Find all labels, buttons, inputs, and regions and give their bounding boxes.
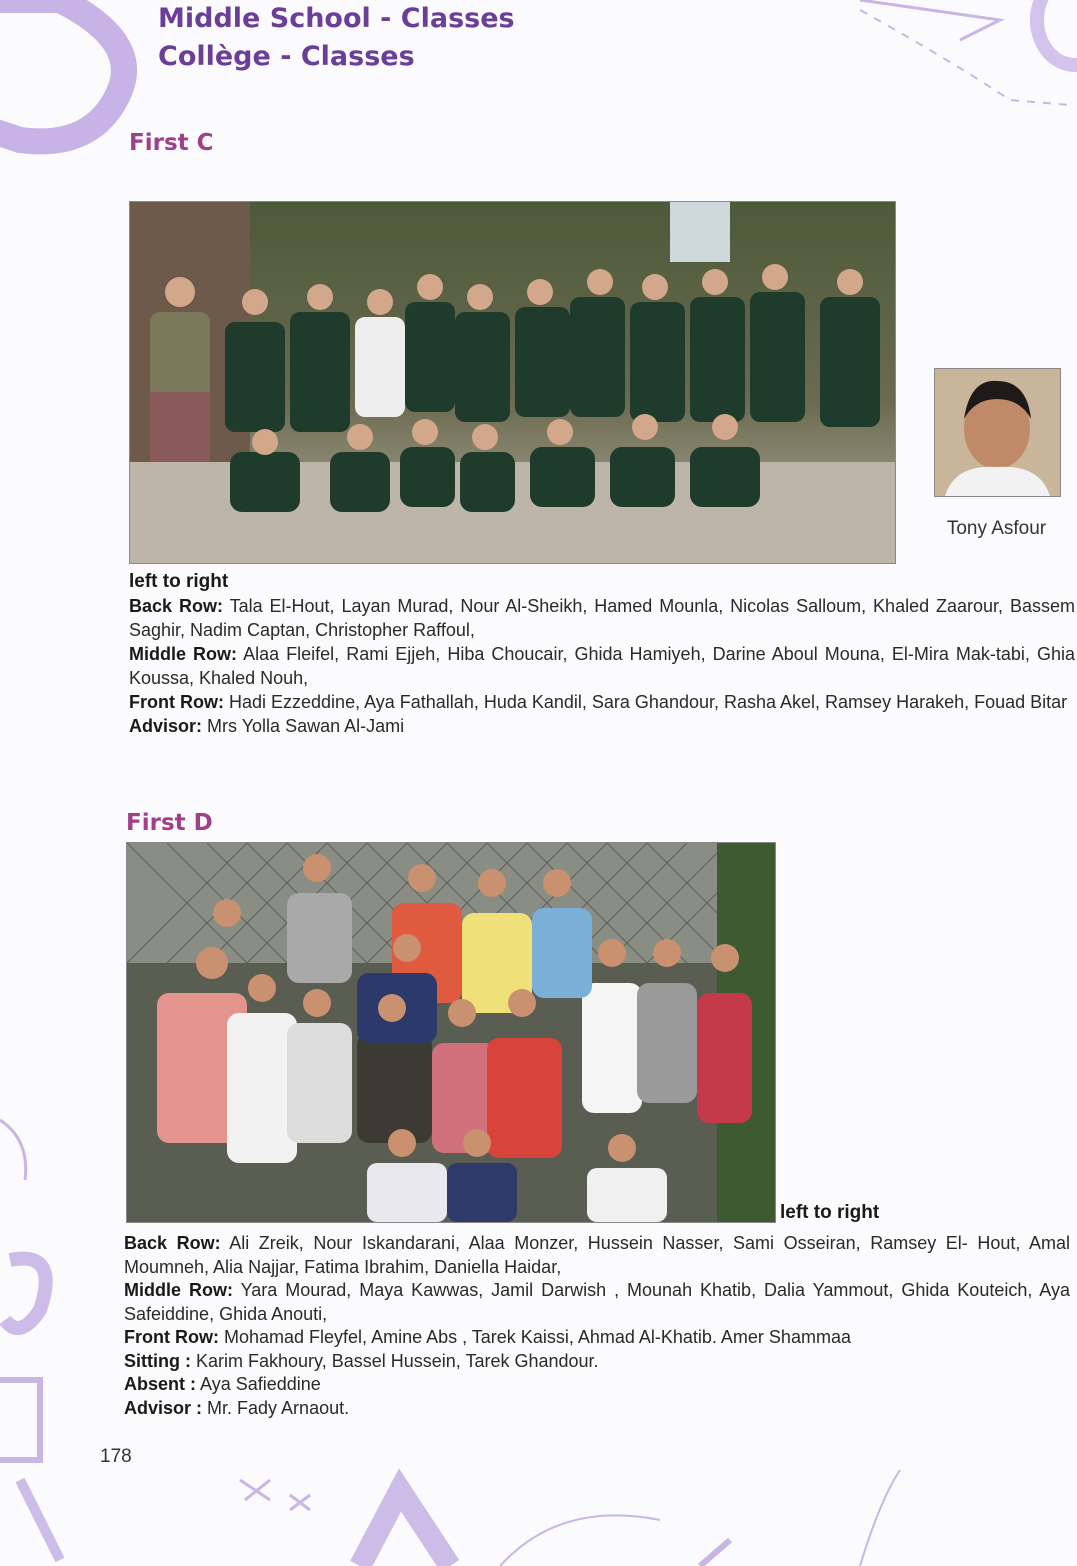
row-label: Back Row:	[124, 1233, 221, 1253]
page-header	[158, 0, 515, 76]
row-back	[124, 1232, 1070, 1279]
row-label: Front Row:	[129, 692, 224, 712]
caption-first-d	[124, 1232, 1070, 1420]
header-title-french: Collège - Classes	[158, 41, 415, 72]
row-names: Alaa Fleifel, Rami Ejjeh, Hiba Choucair, Ghida Hamiyeh, Darine Aboul Mouna, El-Mira Mak-tabi, Ghia Koussa, Khaled Nouh,	[129, 644, 1075, 688]
row-label: Sitting :	[124, 1350, 191, 1371]
portrait-photo-tony-asfour	[934, 368, 1061, 497]
row-label: Back Row:	[129, 596, 223, 616]
row-names: Ali Zreik, Nour Iskandarani, Alaa Monzer, Hussein Nasser, Sami Osseiran, Ramsey El- Hout, Amal Moumneh, Alia Najjar, Fatima Ibrahim, Daniella Haidar,	[124, 1233, 1071, 1277]
page-number: 178	[100, 1446, 132, 1467]
row-names: Hadi Ezzeddine, Aya Fathallah, Huda Kandil, Sara Ghandour, Rasha Akel, Ramsey Harakeh, Fouad Bitar	[229, 692, 1068, 712]
row-advisor	[129, 714, 1075, 738]
row-label: Front Row:	[124, 1327, 219, 1347]
row-label: Middle Row:	[129, 644, 238, 664]
row-label: Advisor :	[124, 1397, 203, 1418]
row-names: Mrs Yolla Sawan Al-Jami	[207, 716, 405, 736]
row-label: Middle Row:	[124, 1280, 233, 1300]
header-title-english: Middle School - Classes	[158, 3, 515, 34]
row-names: Aya Safieddine	[200, 1374, 321, 1394]
row-names: Tala El-Hout, Layan Murad, Nour Al-Sheikh, Hamed Mounla, Nicolas Salloum, Khaled Zaarour, Bassem Saghir, Nadim Captan, Christopher Raffoul,	[129, 596, 1075, 640]
class-photo-first-c	[129, 201, 896, 564]
row-absent	[124, 1373, 1070, 1397]
row-front	[129, 690, 1075, 714]
left-to-right-label-first-d: left to right	[780, 1202, 880, 1223]
section-title-first-d: First D	[126, 810, 213, 836]
portrait-name: Tony Asfour	[946, 518, 1047, 539]
section-title-first-c: First C	[129, 130, 214, 156]
row-advisor	[124, 1397, 1070, 1421]
caption-first-c	[129, 570, 1075, 738]
row-middle	[124, 1279, 1070, 1326]
row-front	[124, 1326, 1070, 1350]
row-names: Yara Mourad, Maya Kawwas, Jamil Darwish , Mounah Khatib, Dalia Yammout, Ghida Kouteich, Aya Safeiddine, Ghida Anouti,	[124, 1280, 1070, 1324]
class-photo-first-d	[126, 842, 776, 1223]
left-to-right-label: left to right	[129, 571, 229, 592]
row-label: Advisor:	[129, 716, 203, 736]
row-back	[129, 594, 1075, 642]
row-names: Mohamad Fleyfel, Amine Abs , Tarek Kaissi, Ahmad Al-Khatib. Amer Shammaa	[224, 1327, 851, 1347]
row-names: Karim Fakhoury, Bassel Hussein, Tarek Ghandour.	[196, 1350, 599, 1371]
row-label: Absent :	[124, 1374, 196, 1394]
row-middle	[129, 642, 1075, 690]
row-names: Mr. Fady Arnaout.	[207, 1397, 350, 1418]
row-sitting	[124, 1350, 1070, 1374]
